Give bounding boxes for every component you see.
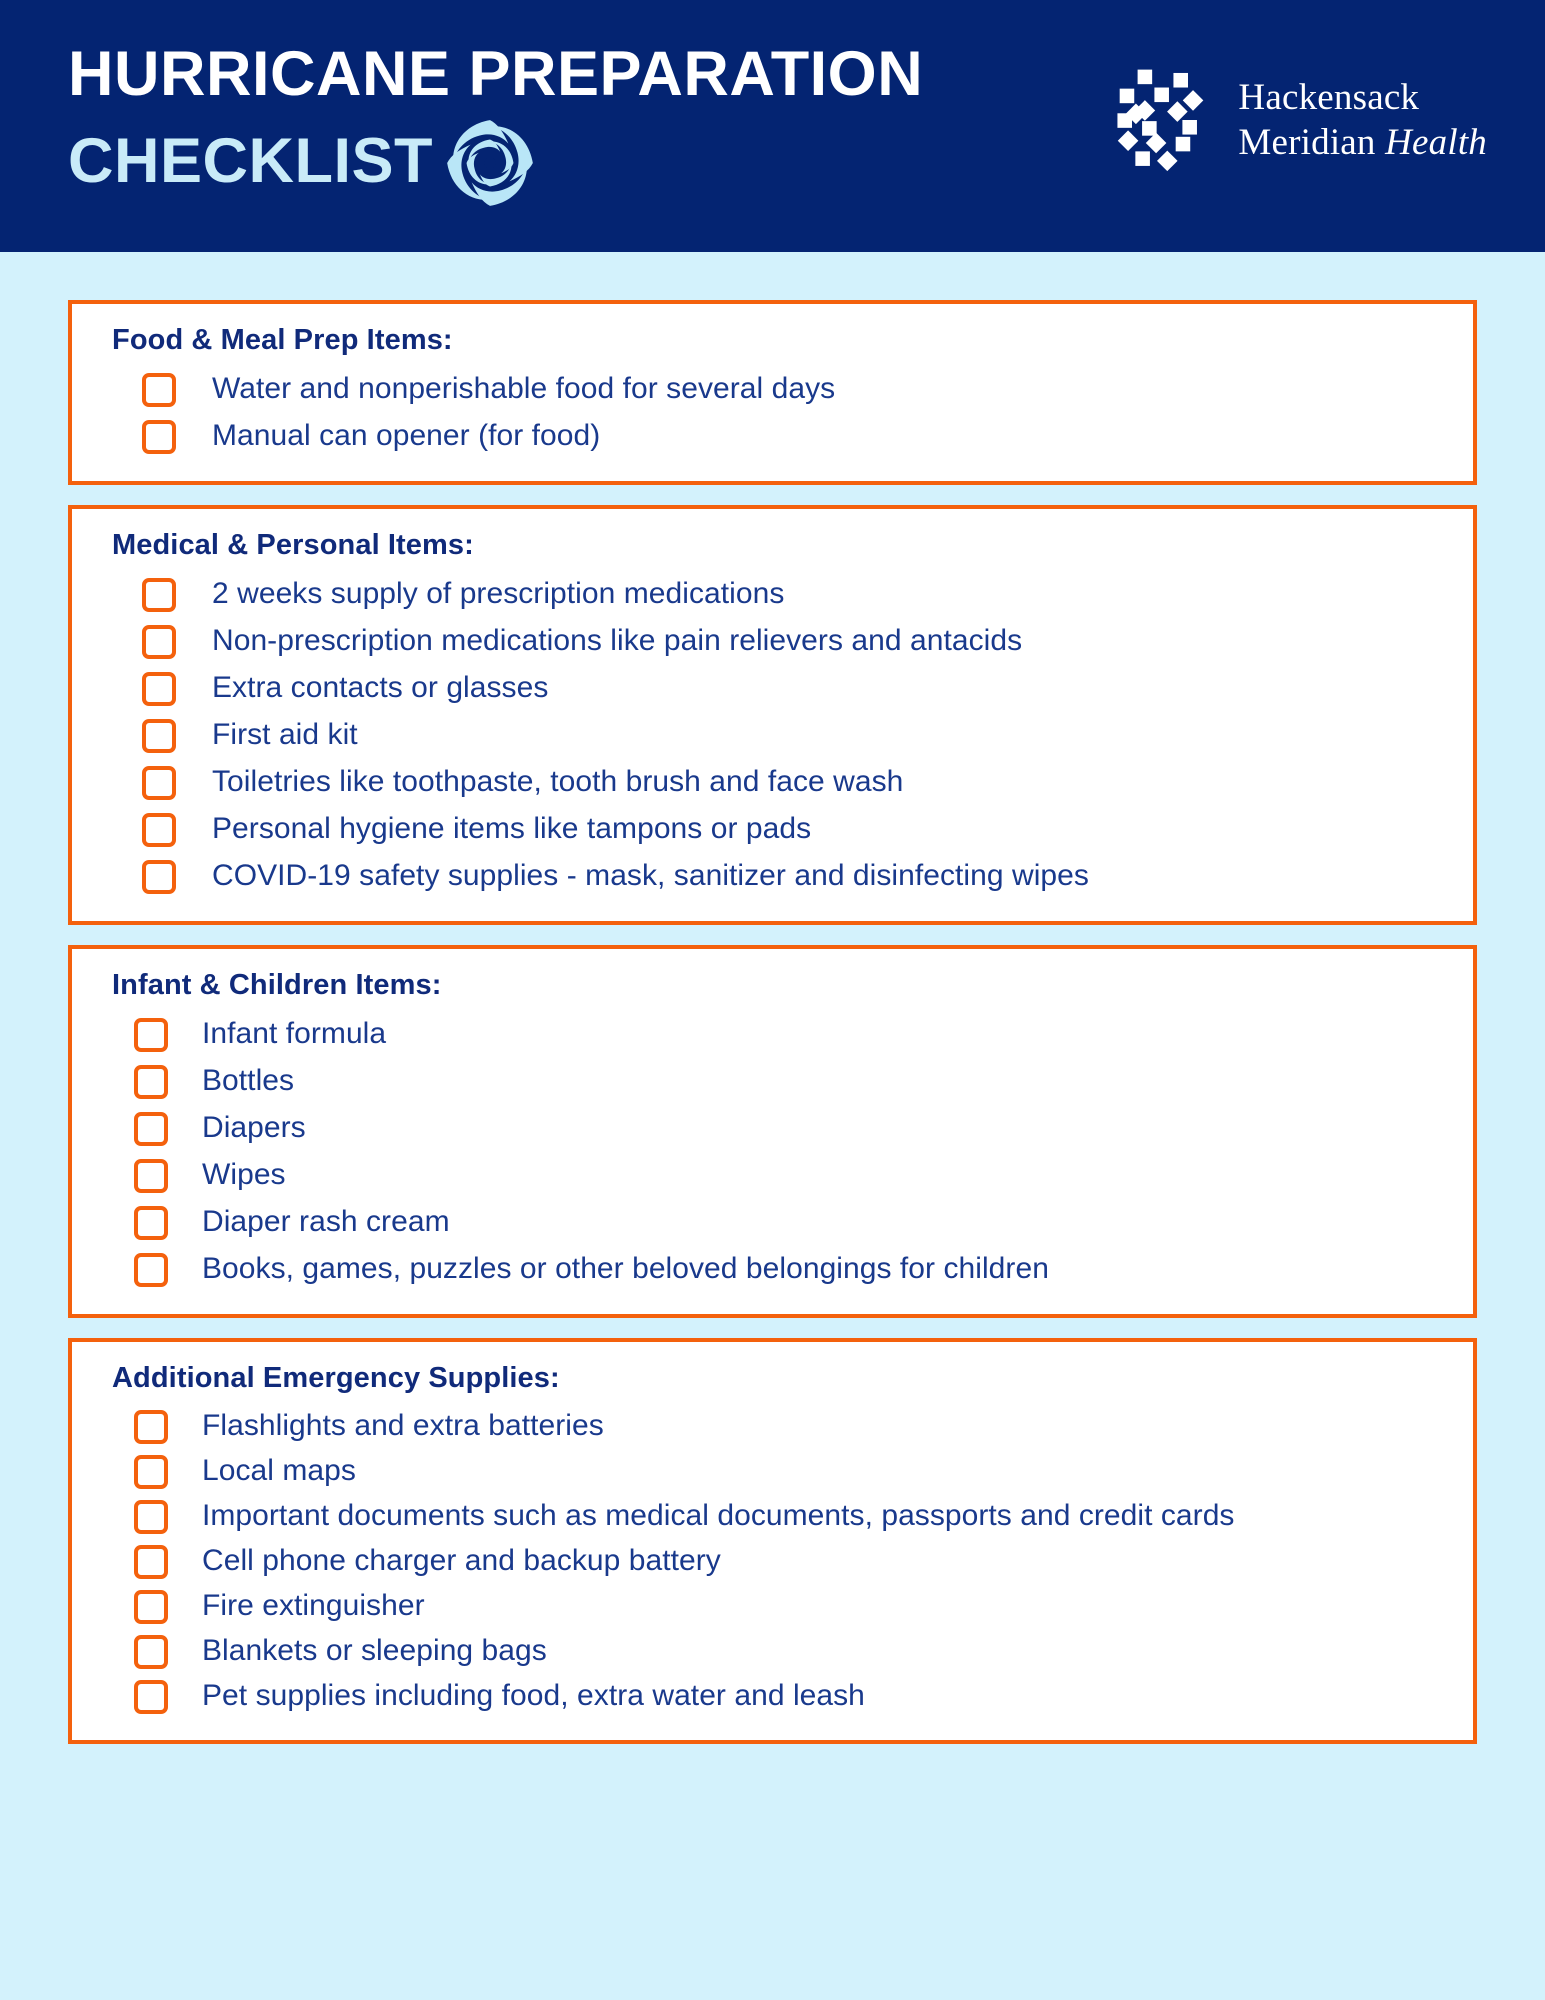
checklist-item[interactable]	[98, 1151, 1447, 1198]
checklist-item-label: 2 weeks supply of prescription medications	[212, 577, 785, 610]
checklist-item-label: Non-prescription medications like pain relievers and antacids	[212, 624, 1023, 657]
checklist-item[interactable]	[98, 1403, 1447, 1448]
section-title: Food & Meal Prep Items:	[112, 324, 453, 356]
section-title: Medical & Personal Items:	[112, 529, 474, 561]
checkbox-icon[interactable]	[142, 766, 176, 800]
checklist-item[interactable]	[98, 365, 1447, 412]
checklist-item[interactable]	[98, 1538, 1447, 1583]
checklist-item-label: Extra contacts or glasses	[212, 671, 549, 704]
checklist-item[interactable]	[98, 412, 1447, 459]
checkbox-icon[interactable]	[142, 860, 176, 894]
section-card-medical-personal	[68, 505, 1477, 925]
page-header	[0, 0, 1545, 252]
checklist-item[interactable]	[98, 1583, 1447, 1628]
checkbox-icon[interactable]	[142, 420, 176, 454]
checklist-item[interactable]	[98, 664, 1447, 711]
checklist-item-label: Diapers	[202, 1111, 306, 1144]
checklist-item-label: Toiletries like toothpaste, tooth brush and face wash	[212, 765, 904, 798]
checkbox-icon[interactable]	[134, 1635, 168, 1669]
checkbox-icon[interactable]	[142, 672, 176, 706]
checklist-items	[98, 1010, 1447, 1292]
checkbox-icon[interactable]	[134, 1206, 168, 1240]
checkbox-icon[interactable]	[142, 578, 176, 612]
checklist-item-label: Diaper rash cream	[202, 1205, 450, 1238]
checklist-item[interactable]	[98, 805, 1447, 852]
logo-wordmark	[1238, 75, 1487, 165]
checklist-item-label: Manual can opener (for food)	[212, 419, 601, 452]
checklist-item-label: Important documents such as medical documents, passports and credit cards	[202, 1499, 1235, 1532]
checkbox-icon[interactable]	[134, 1112, 168, 1146]
checklist-item[interactable]	[98, 1057, 1447, 1104]
checkbox-icon[interactable]	[134, 1253, 168, 1287]
checkbox-icon[interactable]	[134, 1680, 168, 1714]
checklist-item-label: Bottles	[202, 1064, 295, 1097]
checkbox-icon[interactable]	[134, 1159, 168, 1193]
checkbox-icon[interactable]	[134, 1590, 168, 1624]
checkbox-icon[interactable]	[142, 373, 176, 407]
checklist-content	[0, 252, 1545, 1744]
logo-meridian-text: Meridian	[1238, 122, 1386, 163]
checkbox-icon[interactable]	[134, 1065, 168, 1099]
hackensack-meridian-health-logo	[1104, 0, 1545, 176]
checklist-item-label: Infant formula	[202, 1017, 387, 1050]
checklist-item-label: Water and nonperishable food for several days	[212, 372, 836, 405]
section-title: Infant & Children Items:	[112, 969, 442, 1001]
checklist-item-label: Flashlights and extra batteries	[202, 1409, 604, 1442]
checkbox-icon[interactable]	[142, 625, 176, 659]
checklist-item[interactable]	[98, 1198, 1447, 1245]
checklist-item-label: COVID-19 safety supplies - mask, sanitizer and disinfecting wipes	[212, 859, 1089, 892]
checklist-item-label: Personal hygiene items like tampons or pads	[212, 812, 812, 845]
checklist-items	[98, 365, 1447, 459]
checklist-item[interactable]	[98, 1245, 1447, 1292]
checklist-item-label: Books, games, puzzles or other beloved belongings for children	[202, 1252, 1049, 1285]
checklist-item[interactable]	[98, 1493, 1447, 1538]
checkbox-icon[interactable]	[134, 1018, 168, 1052]
checkbox-icon[interactable]	[134, 1410, 168, 1444]
checklist-item[interactable]	[98, 1010, 1447, 1057]
checklist-items	[98, 1403, 1447, 1718]
checklist-item[interactable]	[98, 758, 1447, 805]
checklist-item-label: Cell phone charger and backup battery	[202, 1544, 721, 1577]
checkbox-icon[interactable]	[142, 719, 176, 753]
checkbox-icon[interactable]	[142, 813, 176, 847]
section-card-food-meal-prep	[68, 300, 1477, 485]
hurricane-spiral-icon	[439, 112, 541, 214]
checklist-item-label: Pet supplies including food, extra water and leash	[202, 1679, 865, 1712]
hackensack-meridian-diamond-mark-icon	[1104, 64, 1216, 176]
logo-line-hackensack: Hackensack	[1238, 76, 1420, 118]
page-title-line1: HURRICANE PREPARATION	[68, 39, 924, 109]
section-card-infant-children	[68, 945, 1477, 1318]
checkbox-icon[interactable]	[134, 1545, 168, 1579]
checklist-item-label: Local maps	[202, 1454, 356, 1487]
checkbox-icon[interactable]	[134, 1500, 168, 1534]
page-title-line2: CHECKLIST	[68, 126, 433, 197]
logo-health-text: Health	[1385, 122, 1487, 163]
logo-line-meridian-health	[1238, 120, 1487, 165]
title-line2-row	[68, 108, 923, 214]
checklist-item[interactable]	[98, 617, 1447, 664]
checklist-item[interactable]	[98, 711, 1447, 758]
checklist-item-label: Fire extinguisher	[202, 1589, 425, 1622]
checklist-item[interactable]	[98, 570, 1447, 617]
checklist-item-label: Wipes	[202, 1158, 286, 1191]
section-card-additional-emergency-supplies	[68, 1338, 1477, 1744]
checklist-item[interactable]	[98, 1628, 1447, 1673]
section-title: Additional Emergency Supplies:	[112, 1362, 560, 1394]
checklist-item[interactable]	[98, 1104, 1447, 1151]
checklist-item-label: Blankets or sleeping bags	[202, 1634, 547, 1667]
checklist-item[interactable]	[98, 1673, 1447, 1718]
checklist-item[interactable]	[98, 1448, 1447, 1493]
checklist-item-label: First aid kit	[212, 718, 358, 751]
title-block	[0, 0, 923, 214]
checklist-item[interactable]	[98, 852, 1447, 899]
checkbox-icon[interactable]	[134, 1455, 168, 1489]
checklist-items	[98, 570, 1447, 899]
